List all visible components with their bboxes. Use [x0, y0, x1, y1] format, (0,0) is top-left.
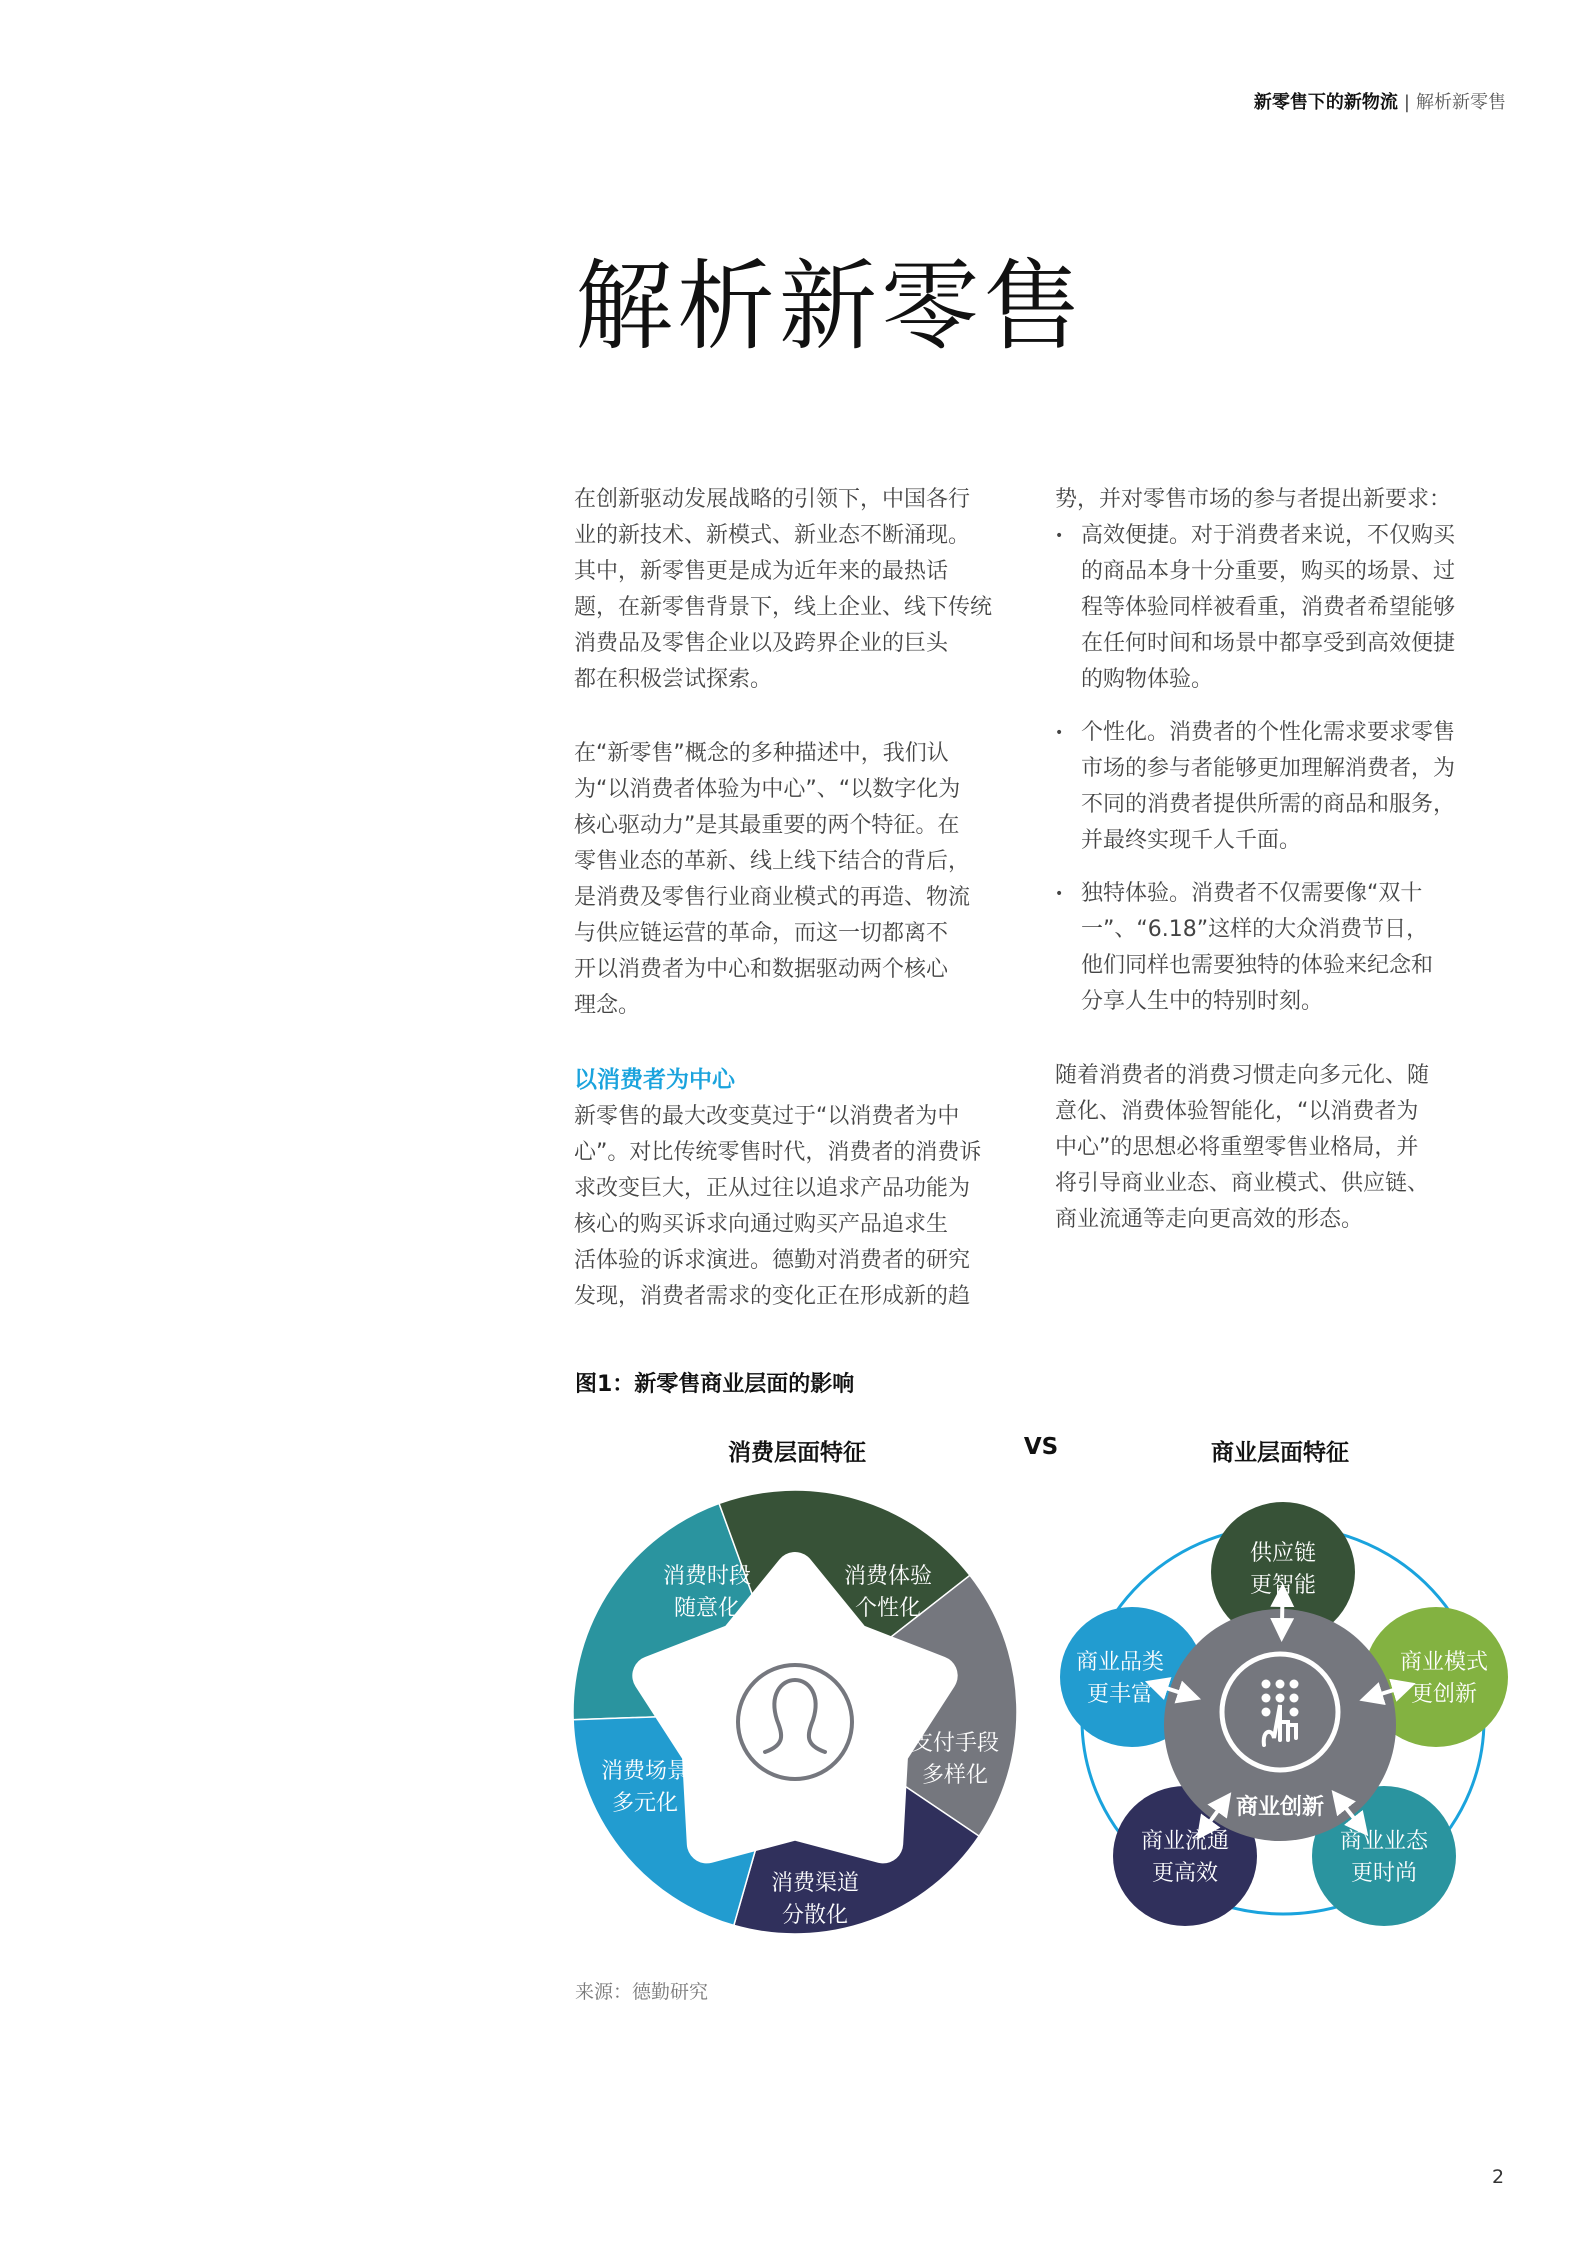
- node-label-line1: 消费时段: [662, 1564, 752, 1589]
- bullet-dot: •: [1055, 886, 1064, 902]
- text-line: 个性化。消费者的个性化需求要求零售: [1081, 720, 1456, 745]
- node-label-line2: 随意化: [673, 1596, 741, 1621]
- text-line: 的商品本身十分重要，购买的场景、过: [1081, 559, 1456, 584]
- node-label-line1: 供应链: [1249, 1541, 1317, 1566]
- header-section: 新零售下的新物流: [1253, 92, 1398, 113]
- touch-dot: [1290, 1680, 1299, 1689]
- node-label-line1: 消费场景: [600, 1759, 690, 1784]
- bullet-dot: •: [1055, 725, 1064, 741]
- node-label-line1: 商业流通: [1140, 1829, 1230, 1854]
- text-line: 不同的消费者提供所需的商品和服务，: [1081, 792, 1456, 817]
- text-line: 意化、消费体验智能化，“以消费者为: [1055, 1099, 1419, 1124]
- text-line: 是消费及零售行业商业模式的再造、物流: [574, 885, 971, 910]
- text-line: 题，在新零售背景下，线上企业、线下传统: [574, 595, 993, 620]
- text-line: 零售业态的革新、线上线下结合的背后，: [574, 849, 971, 874]
- node-label-line1: 商业模式: [1399, 1650, 1489, 1675]
- text-line: 的购物体验。: [1081, 667, 1214, 692]
- text-line: 中心”的思想必将重塑零售业格局，并: [1055, 1135, 1419, 1160]
- header-separator: |: [1403, 92, 1410, 113]
- text-line: 消费品及零售企业以及跨界企业的巨头: [574, 631, 949, 656]
- text-line: 市场的参与者能够更加理解消费者，为: [1081, 756, 1456, 781]
- text-line: 理念。: [574, 993, 641, 1018]
- node-label-line1: 支付手段: [910, 1731, 1000, 1756]
- text-line: 势，并对零售市场的参与者提出新要求：: [1055, 487, 1452, 512]
- text-line: 在任何时间和场景中都享受到高效便捷: [1081, 631, 1456, 656]
- text-line: 为“以消费者体验为中心”、“以数字化为: [574, 777, 961, 802]
- node-label-line1: 消费体验: [843, 1564, 933, 1589]
- text-line: 活体验的诉求演进。德勤对消费者的研究: [574, 1248, 971, 1273]
- text-line: 分享人生中的特别时刻。: [1081, 989, 1324, 1014]
- node-label-line2: 更丰富: [1086, 1682, 1154, 1707]
- center-label: 商业创新: [1235, 1795, 1325, 1820]
- bullet-dot: •: [1055, 528, 1064, 544]
- touch-dot: [1276, 1694, 1285, 1703]
- right-diagram-heading: 商业层面特征: [1211, 1440, 1349, 1466]
- node-label-line2: 多元化: [611, 1791, 679, 1816]
- touch-dot: [1290, 1708, 1299, 1717]
- text-line: 求改变巨大，正从过往以追求产品功能为: [574, 1176, 971, 1201]
- text-line: 随着消费者的消费习惯走向多元化、随: [1055, 1063, 1430, 1088]
- text-line: 新零售的最大改变莫过于“以消费者为中: [574, 1104, 960, 1129]
- text-line: 其中，新零售更是成为近年来的最热话: [574, 559, 949, 584]
- text-line: 发现，消费者需求的变化正在形成新的趋: [574, 1284, 971, 1309]
- text-line: 在“新零售”概念的多种描述中，我们认: [574, 741, 949, 766]
- node-label-line1: 商业品类: [1075, 1650, 1165, 1675]
- figure-title: 图1：新零售商业层面的影响: [575, 1372, 855, 1397]
- text-line: 并最终实现千人千面。: [1081, 828, 1302, 853]
- text-line: 他们同样也需要独特的体验来纪念和: [1081, 953, 1434, 978]
- node-label-line2: 更智能: [1249, 1573, 1317, 1598]
- text-line: 一”、“6.18”这样的大众消费节日，: [1081, 917, 1429, 942]
- node-label-line1: 商业业态: [1339, 1829, 1429, 1854]
- text-line: 在创新驱动发展战略的引领下，中国各行: [574, 487, 971, 512]
- source-note: 来源：德勤研究: [575, 1981, 709, 2003]
- text-line: 将引导商业业态、商业模式、供应链、: [1055, 1171, 1430, 1196]
- text-line: 核心驱动力”是其最重要的两个特征。在: [574, 813, 960, 838]
- node-label-line2: 分散化: [781, 1903, 849, 1928]
- node-label-line1: 消费渠道: [770, 1871, 860, 1896]
- left-diagram-heading: 消费层面特征: [728, 1440, 866, 1466]
- page-number: 2: [1492, 2166, 1505, 2188]
- node-label-line2: 更高效: [1151, 1861, 1219, 1886]
- text-line: 与供应链运营的革命，而这一切都离不: [574, 921, 949, 946]
- text-line: 核心的购买诉求向通过购买产品追求生: [574, 1212, 949, 1237]
- double-arrow: [1282, 1595, 1283, 1630]
- text-line: 业的新技术、新模式、新业态不断涌现。: [574, 523, 971, 548]
- text-line: 程等体验同样被看重，消费者希望能够: [1081, 595, 1456, 620]
- text-line: 心”。对比传统零售时代，消费者的消费诉: [574, 1140, 982, 1165]
- page-title: 解析新零售: [575, 250, 1086, 364]
- touch-dot: [1276, 1680, 1285, 1689]
- text-line: 商业流通等走向更高效的形态。: [1055, 1207, 1364, 1232]
- touch-dot: [1290, 1694, 1299, 1703]
- node-label-line2: 多样化: [921, 1763, 989, 1788]
- node-label-line2: 更时尚: [1350, 1861, 1418, 1886]
- text-line: 开以消费者为中心和数据驱动两个核心: [574, 957, 949, 982]
- text-line: 高效便捷。对于消费者来说，不仅购买: [1081, 523, 1456, 548]
- touch-dot: [1262, 1680, 1271, 1689]
- section-heading: 以消费者为中心: [574, 1067, 735, 1093]
- touch-dot: [1262, 1694, 1271, 1703]
- vs-label: VS: [1023, 1434, 1059, 1460]
- node-label-line2: 个性化: [854, 1596, 922, 1621]
- text-line: 独特体验。消费者不仅需要像“双十: [1081, 881, 1423, 906]
- header-chapter: 解析新零售: [1416, 92, 1506, 113]
- node-label-line2: 更创新: [1410, 1682, 1478, 1707]
- text-line: 都在积极尝试探索。: [574, 667, 773, 692]
- touch-dot: [1262, 1708, 1271, 1717]
